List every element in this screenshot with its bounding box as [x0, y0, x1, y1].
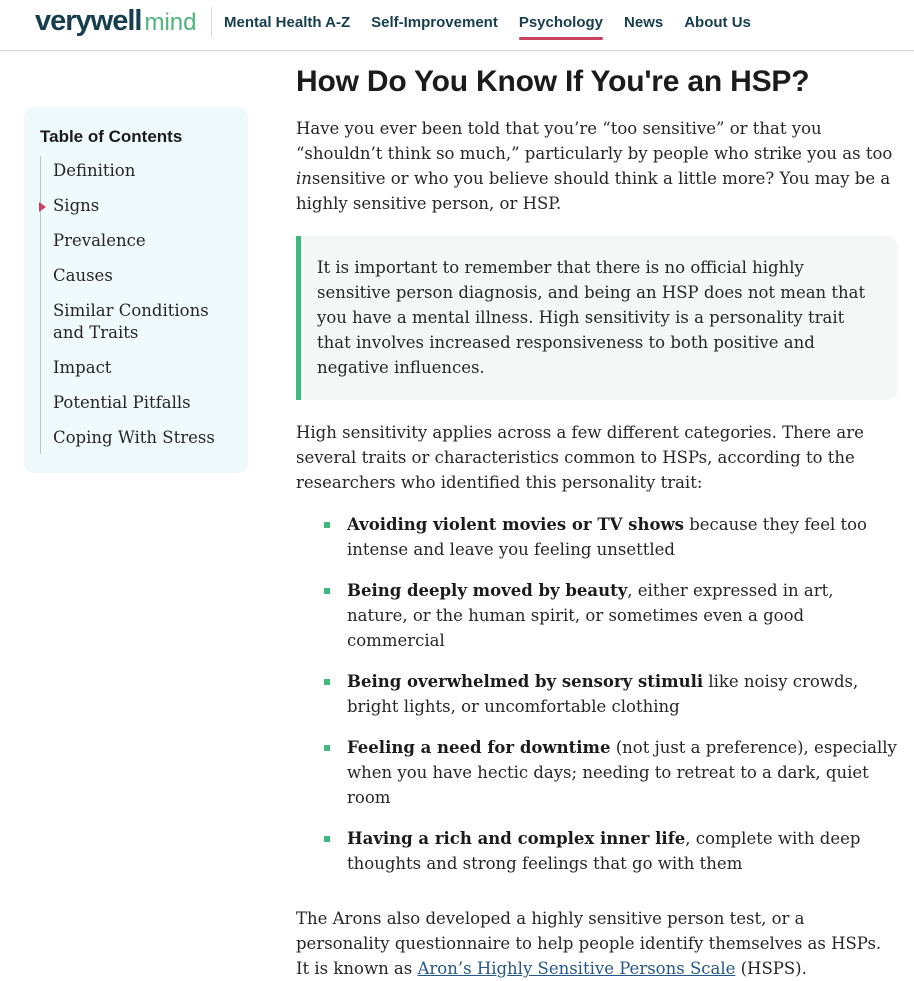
list-item	[324, 669, 898, 719]
list-item	[324, 735, 898, 810]
intro-paragraph	[296, 116, 898, 216]
trait-title: Having a rich and complex inner life	[347, 829, 686, 848]
bullet-icon	[324, 679, 330, 685]
nav-psychology[interactable]: Psychology	[519, 10, 603, 35]
toc-item-label: Causes	[53, 266, 113, 285]
toc-item-label: Prevalence	[53, 231, 146, 250]
trait-desc: , either expressed in art, nature, or the human spirit, or sometimes even a good commercial	[347, 581, 834, 650]
toc-item-label: Potential Pitfalls	[53, 393, 191, 412]
toc-item-impact[interactable]	[41, 353, 232, 384]
trait-desc: like noisy crowds, bright lights, or uncomfortable clothing	[347, 672, 859, 716]
trait-desc: (not just a preference), especially when you have hectic days; needing to retreat to a dark, quiet room	[347, 738, 897, 807]
nav-mental-health-a-z[interactable]: Mental Health A-Z	[224, 13, 351, 31]
list-item	[324, 826, 898, 876]
logo-secondary: mind	[144, 9, 197, 36]
site-header	[0, 0, 914, 51]
toc-item-causes[interactable]	[41, 261, 232, 292]
toc-item-definition[interactable]	[41, 156, 232, 187]
article-content	[296, 62, 898, 981]
callout-text: It is important to remember that there is no official highly sensitive person diagnosis, and being an HSP does not mean that you have a mental illness. High sensitivity is a personality trait that involves increased responsiveness to both positive and negative influences.	[317, 258, 866, 377]
nav-self-improvement[interactable]: Self-Improvement	[371, 13, 498, 31]
intro-text: Have you ever been told that you’re “too sensitive” or that you “shouldn’t think so much,” particularly by people who strike you as too	[296, 119, 893, 163]
intro-text-end: sensitive or who you believe should think a little more? You may be a highly sensitive person, or HSP.	[296, 169, 891, 213]
toc-item-signs[interactable]	[41, 191, 232, 222]
header-divider	[211, 7, 212, 37]
site-logo[interactable]	[35, 5, 197, 39]
bullet-icon	[324, 522, 330, 528]
bullet-icon	[324, 588, 330, 594]
main-nav	[224, 0, 772, 44]
table-of-contents	[24, 107, 248, 473]
toc-title: Table of Contents	[40, 127, 183, 146]
toc-item-label: Definition	[53, 161, 136, 180]
toc-item-label: Impact	[53, 358, 112, 377]
toc-item-similar-conditions[interactable]	[41, 296, 232, 349]
toc-item-label: Coping With Stress	[53, 428, 215, 447]
trait-title: Being deeply moved by beauty	[347, 581, 628, 600]
list-item	[324, 578, 898, 653]
closing-text: The Arons also developed a highly sensitive person test, or a personality questionnaire to help people identify themselves as HSPs. It is known as	[296, 909, 882, 978]
trait-title: Feeling a need for downtime	[347, 738, 611, 757]
current-section-caret-icon	[39, 202, 46, 212]
logo-primary: verywell	[35, 5, 142, 37]
toc-item-label: Signs	[53, 196, 100, 215]
bullet-icon	[324, 836, 330, 842]
toc-item-coping-with-stress[interactable]	[41, 423, 232, 454]
hsps-link[interactable]: Aron’s Highly Sensitive Persons Scale	[417, 959, 736, 978]
list-item	[324, 512, 898, 562]
nav-news[interactable]: News	[624, 13, 664, 31]
categories-paragraph: High sensitivity applies across a few different categories. There are several traits or characteristics common to HSPs, according to the researchers who identified this personality trait:	[296, 423, 864, 492]
intro-italic: in	[296, 169, 312, 188]
trait-desc: because they feel too intense and leave you feeling unsettled	[347, 515, 867, 559]
closing-paragraph	[296, 906, 898, 981]
closing-text-end: (HSPS).	[735, 959, 807, 978]
callout-box	[296, 236, 898, 400]
toc-item-potential-pitfalls[interactable]	[41, 388, 232, 419]
trait-title: Avoiding violent movies or TV shows	[347, 515, 684, 534]
trait-title: Being overwhelmed by sensory stimuli	[347, 672, 704, 691]
bullet-icon	[324, 745, 330, 751]
section-heading: How Do You Know If You're an HSP?	[296, 65, 810, 98]
toc-item-prevalence[interactable]	[41, 226, 232, 257]
nav-about-us[interactable]: About Us	[684, 13, 751, 31]
toc-item-label: Similar Conditions and Traits	[53, 301, 209, 342]
traits-list	[296, 512, 898, 876]
toc-list	[40, 156, 232, 454]
trait-desc: , complete with deep thoughts and strong feelings that go with them	[347, 829, 861, 873]
